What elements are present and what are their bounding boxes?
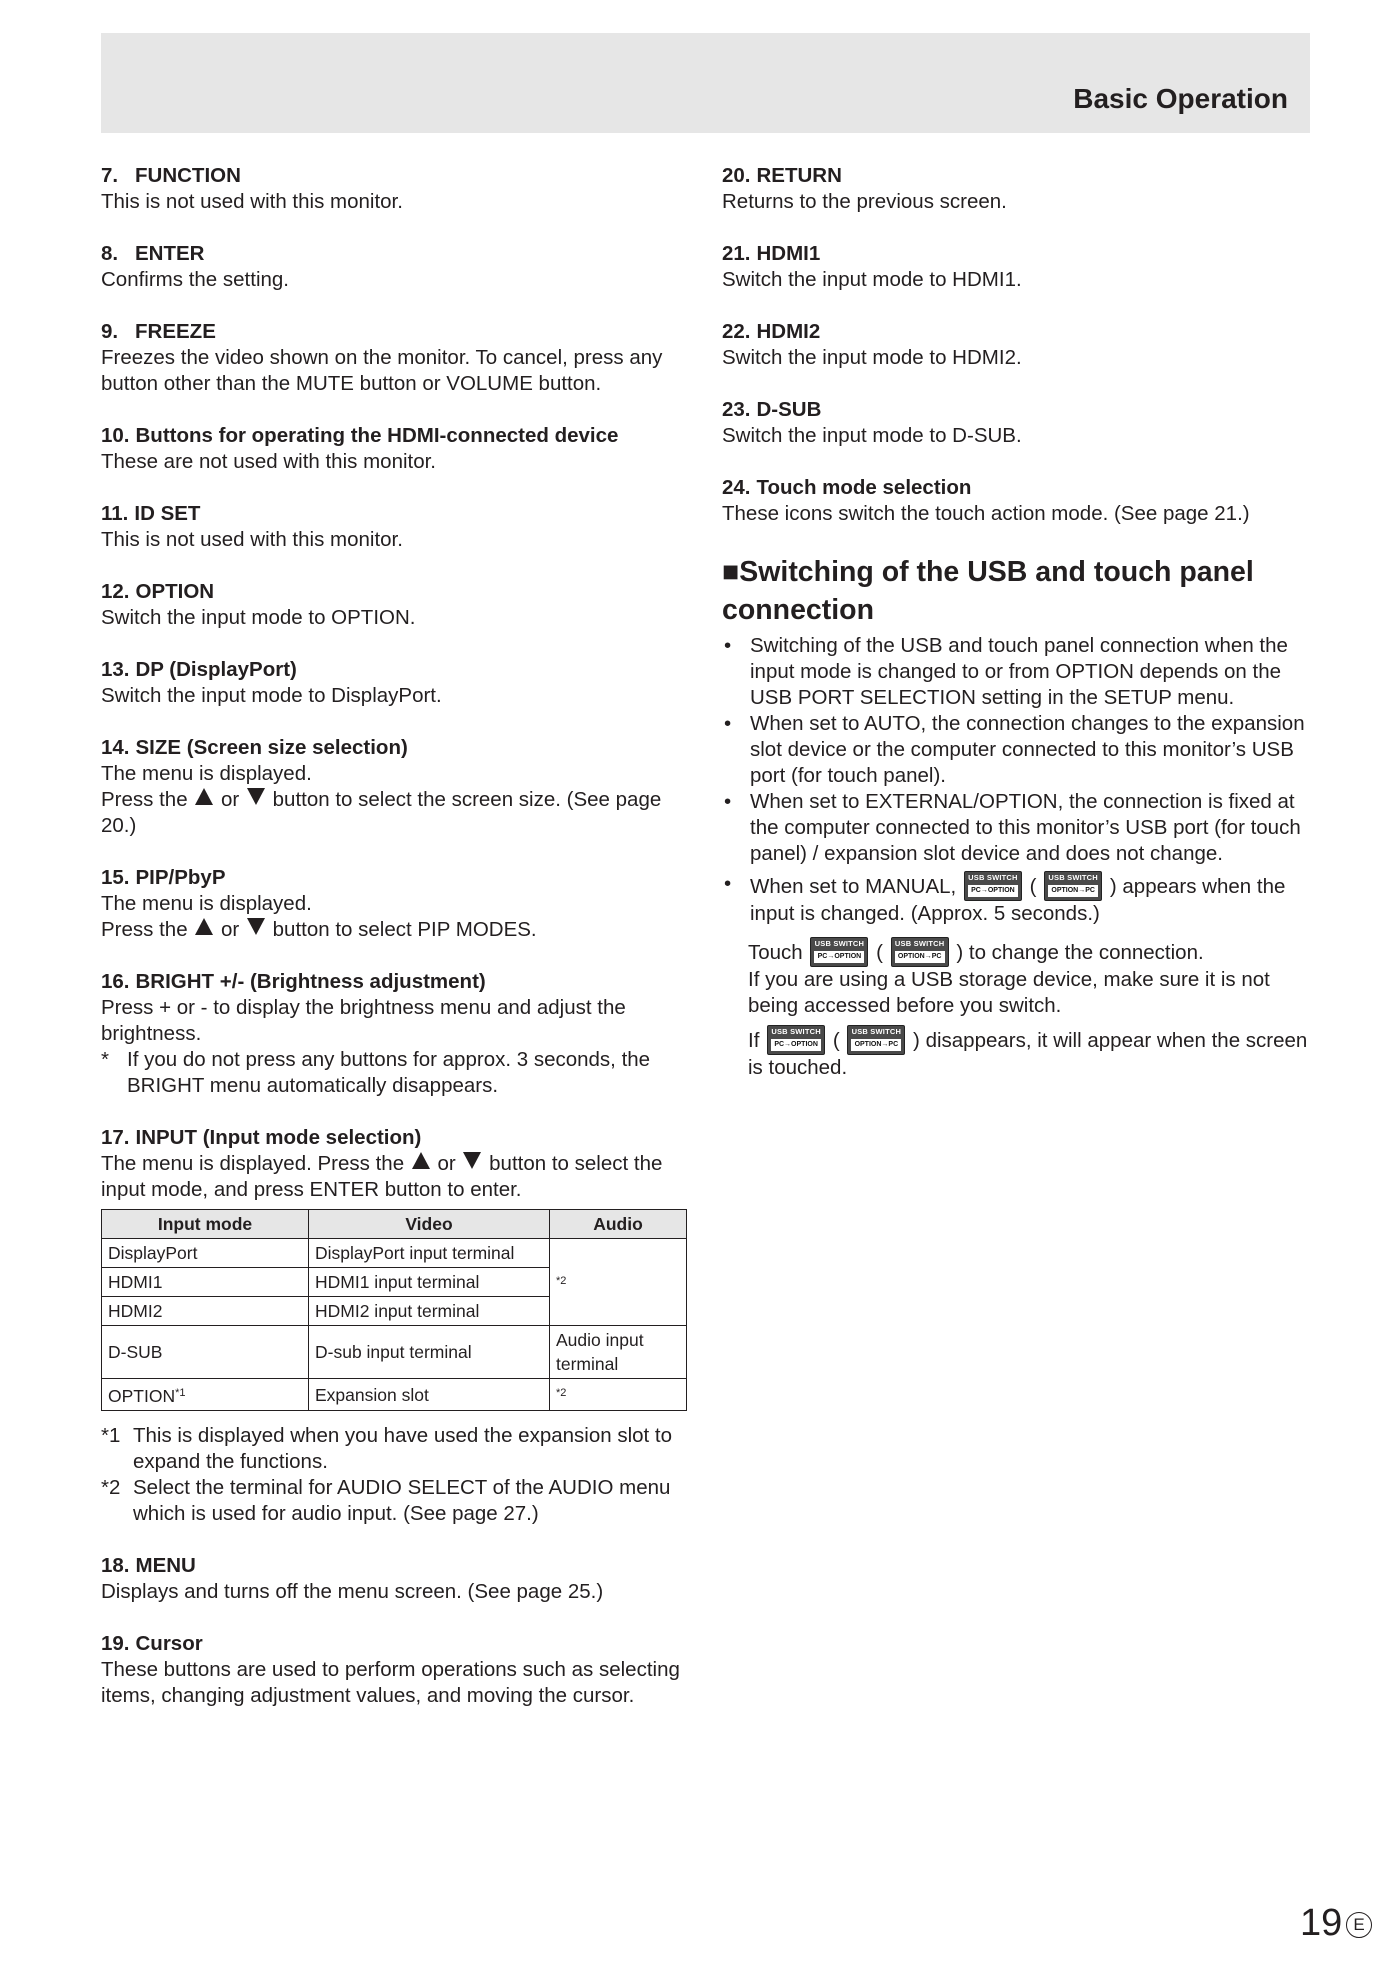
section-function (101, 163, 691, 215)
section-number: 24. (722, 476, 751, 499)
section-body: Switch the input mode to DisplayPort. (101, 684, 442, 707)
table-row (102, 1239, 687, 1268)
section-body: This is not used with this monitor. (101, 190, 403, 213)
section-number: 21. (722, 242, 751, 265)
table-header-row (102, 1210, 687, 1239)
down-arrow-icon (247, 918, 265, 935)
page-title: Basic Operation (1073, 83, 1288, 114)
table-cell: D-sub input terminal (309, 1326, 550, 1379)
section-body: These are not used with this monitor. (101, 450, 437, 473)
table-cell: HDMI2 input terminal (309, 1297, 550, 1326)
section-hdmi1 (722, 241, 1310, 293)
section-id-set (101, 501, 691, 553)
disappear-note: If USB SWITCH PC→OPTION ( USB SWITCH OPTION→PC ) disappears, it will appear when the screen is touched. (748, 1027, 1308, 1079)
section-body: Switch the input mode to D-SUB. (722, 424, 1022, 447)
section-d-sub (722, 397, 1310, 449)
section-number: 10. (101, 424, 130, 447)
section-title: PIP/PbyP (135, 866, 226, 889)
list-item: • When set to MANUAL, USB SWITCH PC→OPTION ( USB SWITCH OPTION→PC ) appears when the input is changed. (Approx. 5 seconds.) (724, 872, 1286, 925)
list-item: • When set to EXTERNAL/OPTION, the connection is fixed at the computer connected to this monitor’s USB port (for touch panel) / expansion slot device and does not change. (724, 790, 1301, 865)
section-body: The menu is displayed. Press the or button to select PIP MODES. (101, 892, 537, 941)
section-title: DP (DisplayPort) (135, 658, 297, 681)
table-cell: HDMI1 input terminal (309, 1268, 550, 1297)
section-number: 9. (101, 320, 119, 343)
usb-switch-pc-option-icon: USB SWITCH PC→OPTION (767, 1025, 825, 1055)
list-item: • When set to AUTO, the connection changes to the expansion slot device or the computer connected to this monitor’s USB port (for touch panel). (724, 712, 1305, 787)
section-number: 15. (101, 866, 130, 889)
table-cell: DisplayPort (102, 1239, 309, 1268)
usb-bullet-list (722, 633, 1310, 927)
table-row (102, 1379, 687, 1411)
touch-instruction: Touch USB SWITCH PC→OPTION ( USB SWITCH OPTION→PC ) to change the connection. (722, 937, 1310, 967)
usb-switch-pc-option-icon: USB SWITCH PC→OPTION (810, 937, 868, 967)
table-header: Video (309, 1210, 550, 1239)
usb-switch-option-pc-icon: USB SWITCH OPTION→PC (1044, 871, 1102, 901)
storage-note: If you are using a USB storage device, make sure it is not being accessed before you switch. (748, 968, 1270, 1017)
up-arrow-icon (412, 1152, 430, 1169)
section-title: SIZE (Screen size selection) (135, 736, 408, 759)
section-freeze (101, 319, 691, 397)
section-body: Displays and turns off the menu screen. (See page 25.) (101, 1580, 604, 1603)
section-number: 7. (101, 164, 119, 187)
section-return (722, 163, 1310, 215)
section-title: D-SUB (756, 398, 822, 421)
section-body: Freezes the video shown on the monitor. To cancel, press any button other than the MUTE button or VOLUME button. (101, 346, 663, 395)
left-column (101, 163, 691, 1735)
section-number: 11. (101, 502, 129, 525)
section-menu (101, 1553, 691, 1605)
table-cell: Expansion slot (309, 1379, 550, 1411)
table-cell: D-SUB (102, 1326, 309, 1379)
section-title: FUNCTION (135, 164, 241, 187)
section-title: ID SET (134, 502, 201, 525)
section-title: ENTER (135, 242, 205, 265)
section-title: Buttons for operating the HDMI-connected device (135, 424, 619, 447)
footnote: * If you do not press any buttons for approx. 3 seconds, the BRIGHT menu automatically disappears. (101, 1048, 651, 1097)
section-number: 16. (101, 970, 130, 993)
section-number: 17. (101, 1126, 130, 1149)
section-body: Returns to the previous screen. (722, 190, 1007, 213)
section-body: The menu is displayed. Press the or button to select the screen size. (See page 20.) (101, 762, 662, 837)
table-header: Audio (550, 1210, 687, 1239)
up-arrow-icon (195, 918, 213, 935)
page-number: 19 (1300, 1902, 1343, 1944)
section-bright (101, 969, 691, 1099)
right-column (722, 163, 1310, 1081)
section-number: 12. (101, 580, 130, 603)
section-title: HDMI1 (756, 242, 821, 265)
section-title: Cursor (135, 1632, 203, 1655)
section-body: Switch the input mode to HDMI2. (722, 346, 1022, 369)
table-row (102, 1326, 687, 1379)
section-title: Touch mode selection (756, 476, 972, 499)
section-title: MENU (135, 1554, 196, 1577)
usb-section-heading: ■Switching of the USB and touch panel connection (722, 556, 1254, 626)
section-number: 20. (722, 164, 751, 187)
section-body: Switch the input mode to HDMI1. (722, 268, 1022, 291)
usb-switch-option-pc-icon: USB SWITCH OPTION→PC (847, 1025, 905, 1055)
footnote: *2 Select the terminal for AUDIO SELECT of the AUDIO menu which is used for audio input. (See page 27.) (101, 1476, 671, 1525)
section-body: These buttons are used to perform operations such as selecting items, changing adjustment values, and moving the cursor. (101, 1658, 680, 1707)
page-language-badge: E (1346, 1912, 1372, 1938)
left-sections (101, 163, 691, 709)
list-item: • Switching of the USB and touch panel connection when the input mode is changed to or from OPTION depends on the USB PORT SELECTION setting in the SETUP menu. (724, 634, 1288, 709)
table-cell: DisplayPort input terminal (309, 1239, 550, 1268)
section-number: 23. (722, 398, 751, 421)
section-number: 19. (101, 1632, 130, 1655)
usb-switch-pc-option-icon: USB SWITCH PC→OPTION (964, 871, 1022, 901)
section-title: HDMI2 (756, 320, 821, 343)
section-body: This is not used with this monitor. (101, 528, 403, 551)
section-title: FREEZE (135, 320, 216, 343)
section-hdmi2 (722, 319, 1310, 371)
up-arrow-icon (195, 788, 213, 805)
section-body: Switch the input mode to OPTION. (101, 606, 416, 629)
usb-switch-option-pc-icon: USB SWITCH OPTION→PC (891, 937, 949, 967)
section-title: BRIGHT +/- (Brightness adjustment) (135, 970, 486, 993)
section-dp-displayport (101, 657, 691, 709)
section-body: Confirms the setting. (101, 268, 289, 291)
input-mode-table (101, 1209, 687, 1411)
section-number: 18. (101, 1554, 130, 1577)
section-input (101, 1125, 691, 1527)
section-title: RETURN (756, 164, 842, 187)
square-bullet-icon: ■ (722, 556, 740, 588)
down-arrow-icon (463, 1152, 481, 1169)
table-cell: *2 (550, 1379, 687, 1411)
section-title: INPUT (Input mode selection) (135, 1126, 422, 1149)
header-bar (101, 33, 1310, 133)
table-cell: HDMI2 (102, 1297, 309, 1326)
section-number: 13. (101, 658, 130, 681)
section-number: 8. (101, 242, 119, 265)
section-pip (101, 865, 691, 943)
table-cell: Audio input terminal (550, 1326, 687, 1379)
table-cell: *2 (550, 1239, 687, 1326)
table-cell: OPTION$^{*1}$ (102, 1379, 309, 1411)
section-cursor (101, 1631, 691, 1709)
section-option (101, 579, 691, 631)
section-enter (101, 241, 691, 293)
section-body: The menu is displayed. Press the or button to select the input mode, and press ENTER button to enter. (101, 1152, 663, 1201)
section-title: OPTION (135, 580, 215, 603)
section-number: 14. (101, 736, 130, 759)
right-sections (722, 163, 1310, 527)
down-arrow-icon (247, 788, 265, 805)
footnote: *1 This is displayed when you have used the expansion slot to expand the functions. (101, 1424, 673, 1473)
section-body: These icons switch the touch action mode. (See page 21.) (722, 502, 1250, 525)
section-number: 22. (722, 320, 751, 343)
left-tail-sections (101, 1553, 691, 1709)
table-cell: HDMI1 (102, 1268, 309, 1297)
table-header: Input mode (102, 1210, 309, 1239)
section-body: Press + or - to display the brightness menu and adjust the brightness. (101, 996, 626, 1045)
section-touch-mode-selection (722, 475, 1310, 527)
section-buttons-for-operating-the-hdmi-connected-device (101, 423, 691, 475)
section-size (101, 735, 691, 839)
